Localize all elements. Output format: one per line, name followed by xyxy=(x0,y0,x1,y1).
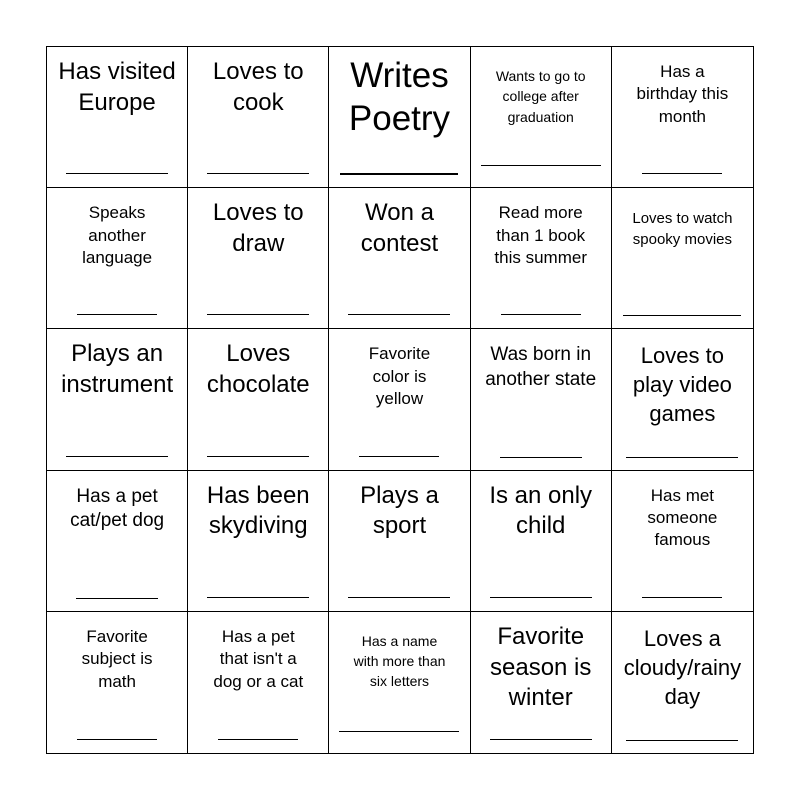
bingo-cell-r4-c5[interactable] xyxy=(612,471,753,612)
bingo-cell-prompt: Loves chocolate xyxy=(206,340,310,399)
bingo-cell-prompt: Speaks another language xyxy=(82,203,153,268)
signature-line[interactable] xyxy=(501,314,581,315)
bingo-cell-r2-c5[interactable] xyxy=(612,188,753,329)
bingo-cell-prompt: Read more than 1 book this summer xyxy=(494,203,587,268)
signature-line[interactable] xyxy=(359,456,439,457)
signature-line[interactable] xyxy=(207,456,309,457)
signature-line[interactable] xyxy=(623,315,741,316)
bingo-cell-r4-c2[interactable] xyxy=(188,471,329,612)
bingo-cell-prompt: Is an only child xyxy=(489,481,593,540)
bingo-cell-r5-c5[interactable] xyxy=(612,612,753,753)
signature-line[interactable] xyxy=(77,739,157,740)
signature-line[interactable] xyxy=(339,731,459,732)
bingo-cell-r3-c1[interactable] xyxy=(47,329,188,470)
bingo-cell-prompt: Favorite color is yellow xyxy=(368,344,431,409)
bingo-cell-prompt: Has a pet cat/pet dog xyxy=(70,485,165,532)
signature-line[interactable] xyxy=(642,173,722,174)
signature-line[interactable] xyxy=(66,173,168,174)
bingo-cell-prompt: Plays an instrument xyxy=(61,340,174,399)
signature-line[interactable] xyxy=(626,740,738,741)
signature-line[interactable] xyxy=(66,456,168,457)
signature-line[interactable] xyxy=(490,597,592,598)
bingo-cell-prompt: Loves to watch spooky movies xyxy=(632,210,733,249)
bingo-cell-prompt: Loves to draw xyxy=(212,199,304,257)
bingo-cell-prompt: Has a birthday this month xyxy=(636,62,729,126)
signature-line[interactable] xyxy=(340,173,458,175)
bingo-cell-prompt: Favorite subject is math xyxy=(81,626,153,691)
bingo-cell-prompt: Loves to cook xyxy=(212,58,304,116)
bingo-cell-r2-c2[interactable] xyxy=(188,188,329,329)
bingo-cell-prompt: Won a contest xyxy=(360,199,439,257)
signature-line[interactable] xyxy=(642,597,722,598)
bingo-cell-r3-c4[interactable] xyxy=(471,329,612,470)
bingo-cell-prompt: Has met someone famous xyxy=(647,485,718,550)
bingo-board xyxy=(46,46,754,754)
bingo-cell-r5-c1[interactable] xyxy=(47,612,188,753)
signature-line[interactable] xyxy=(481,165,601,166)
signature-line[interactable] xyxy=(500,457,582,458)
bingo-cell-r2-c4[interactable] xyxy=(471,188,612,329)
bingo-cell-r5-c3[interactable] xyxy=(329,612,470,753)
bingo-cell-r5-c2[interactable] xyxy=(188,612,329,753)
bingo-cell-r1-c3[interactable] xyxy=(329,47,470,188)
signature-line[interactable] xyxy=(77,314,157,315)
signature-line[interactable] xyxy=(348,314,450,315)
bingo-cell-r4-c4[interactable] xyxy=(471,471,612,612)
bingo-cell-prompt: Plays a sport xyxy=(360,481,439,540)
bingo-cell-prompt: Loves to play video games xyxy=(632,343,732,427)
bingo-cell-r5-c4[interactable] xyxy=(471,612,612,753)
signature-line[interactable] xyxy=(76,598,158,599)
bingo-cell-prompt: Was born in another state xyxy=(485,344,597,391)
bingo-cell-r2-c3[interactable] xyxy=(329,188,470,329)
bingo-cell-r1-c5[interactable] xyxy=(612,47,753,188)
bingo-cell-prompt: Has a pet that isn't a dog or a cat xyxy=(213,626,304,691)
signature-line[interactable] xyxy=(626,457,738,458)
bingo-cell-r4-c1[interactable] xyxy=(47,471,188,612)
signature-line[interactable] xyxy=(207,173,309,174)
bingo-cell-r1-c4[interactable] xyxy=(471,47,612,188)
bingo-cell-prompt: Has been skydiving xyxy=(206,481,310,540)
bingo-cell-r1-c2[interactable] xyxy=(188,47,329,188)
bingo-cell-r3-c3[interactable] xyxy=(329,329,470,470)
bingo-cell-prompt: Writes Poetry xyxy=(348,56,451,138)
bingo-cell-r4-c3[interactable] xyxy=(329,471,470,612)
bingo-cell-r3-c2[interactable] xyxy=(188,329,329,470)
signature-line[interactable] xyxy=(348,597,450,598)
signature-line[interactable] xyxy=(207,314,309,315)
bingo-cell-prompt: Loves a cloudy/rainy day xyxy=(623,625,742,709)
bingo-cell-prompt: Has a name with more than six letters xyxy=(353,632,446,690)
bingo-cell-r3-c5[interactable] xyxy=(612,329,753,470)
bingo-cell-prompt: Has visited Europe xyxy=(58,58,176,116)
bingo-cell-prompt: Favorite season is winter xyxy=(490,622,592,712)
bingo-cell-r2-c1[interactable] xyxy=(47,188,188,329)
signature-line[interactable] xyxy=(490,739,592,740)
bingo-cell-prompt: Wants to go to college after graduation xyxy=(495,68,586,125)
bingo-cell-r1-c1[interactable] xyxy=(47,47,188,188)
signature-line[interactable] xyxy=(218,739,298,740)
signature-line[interactable] xyxy=(207,597,309,598)
